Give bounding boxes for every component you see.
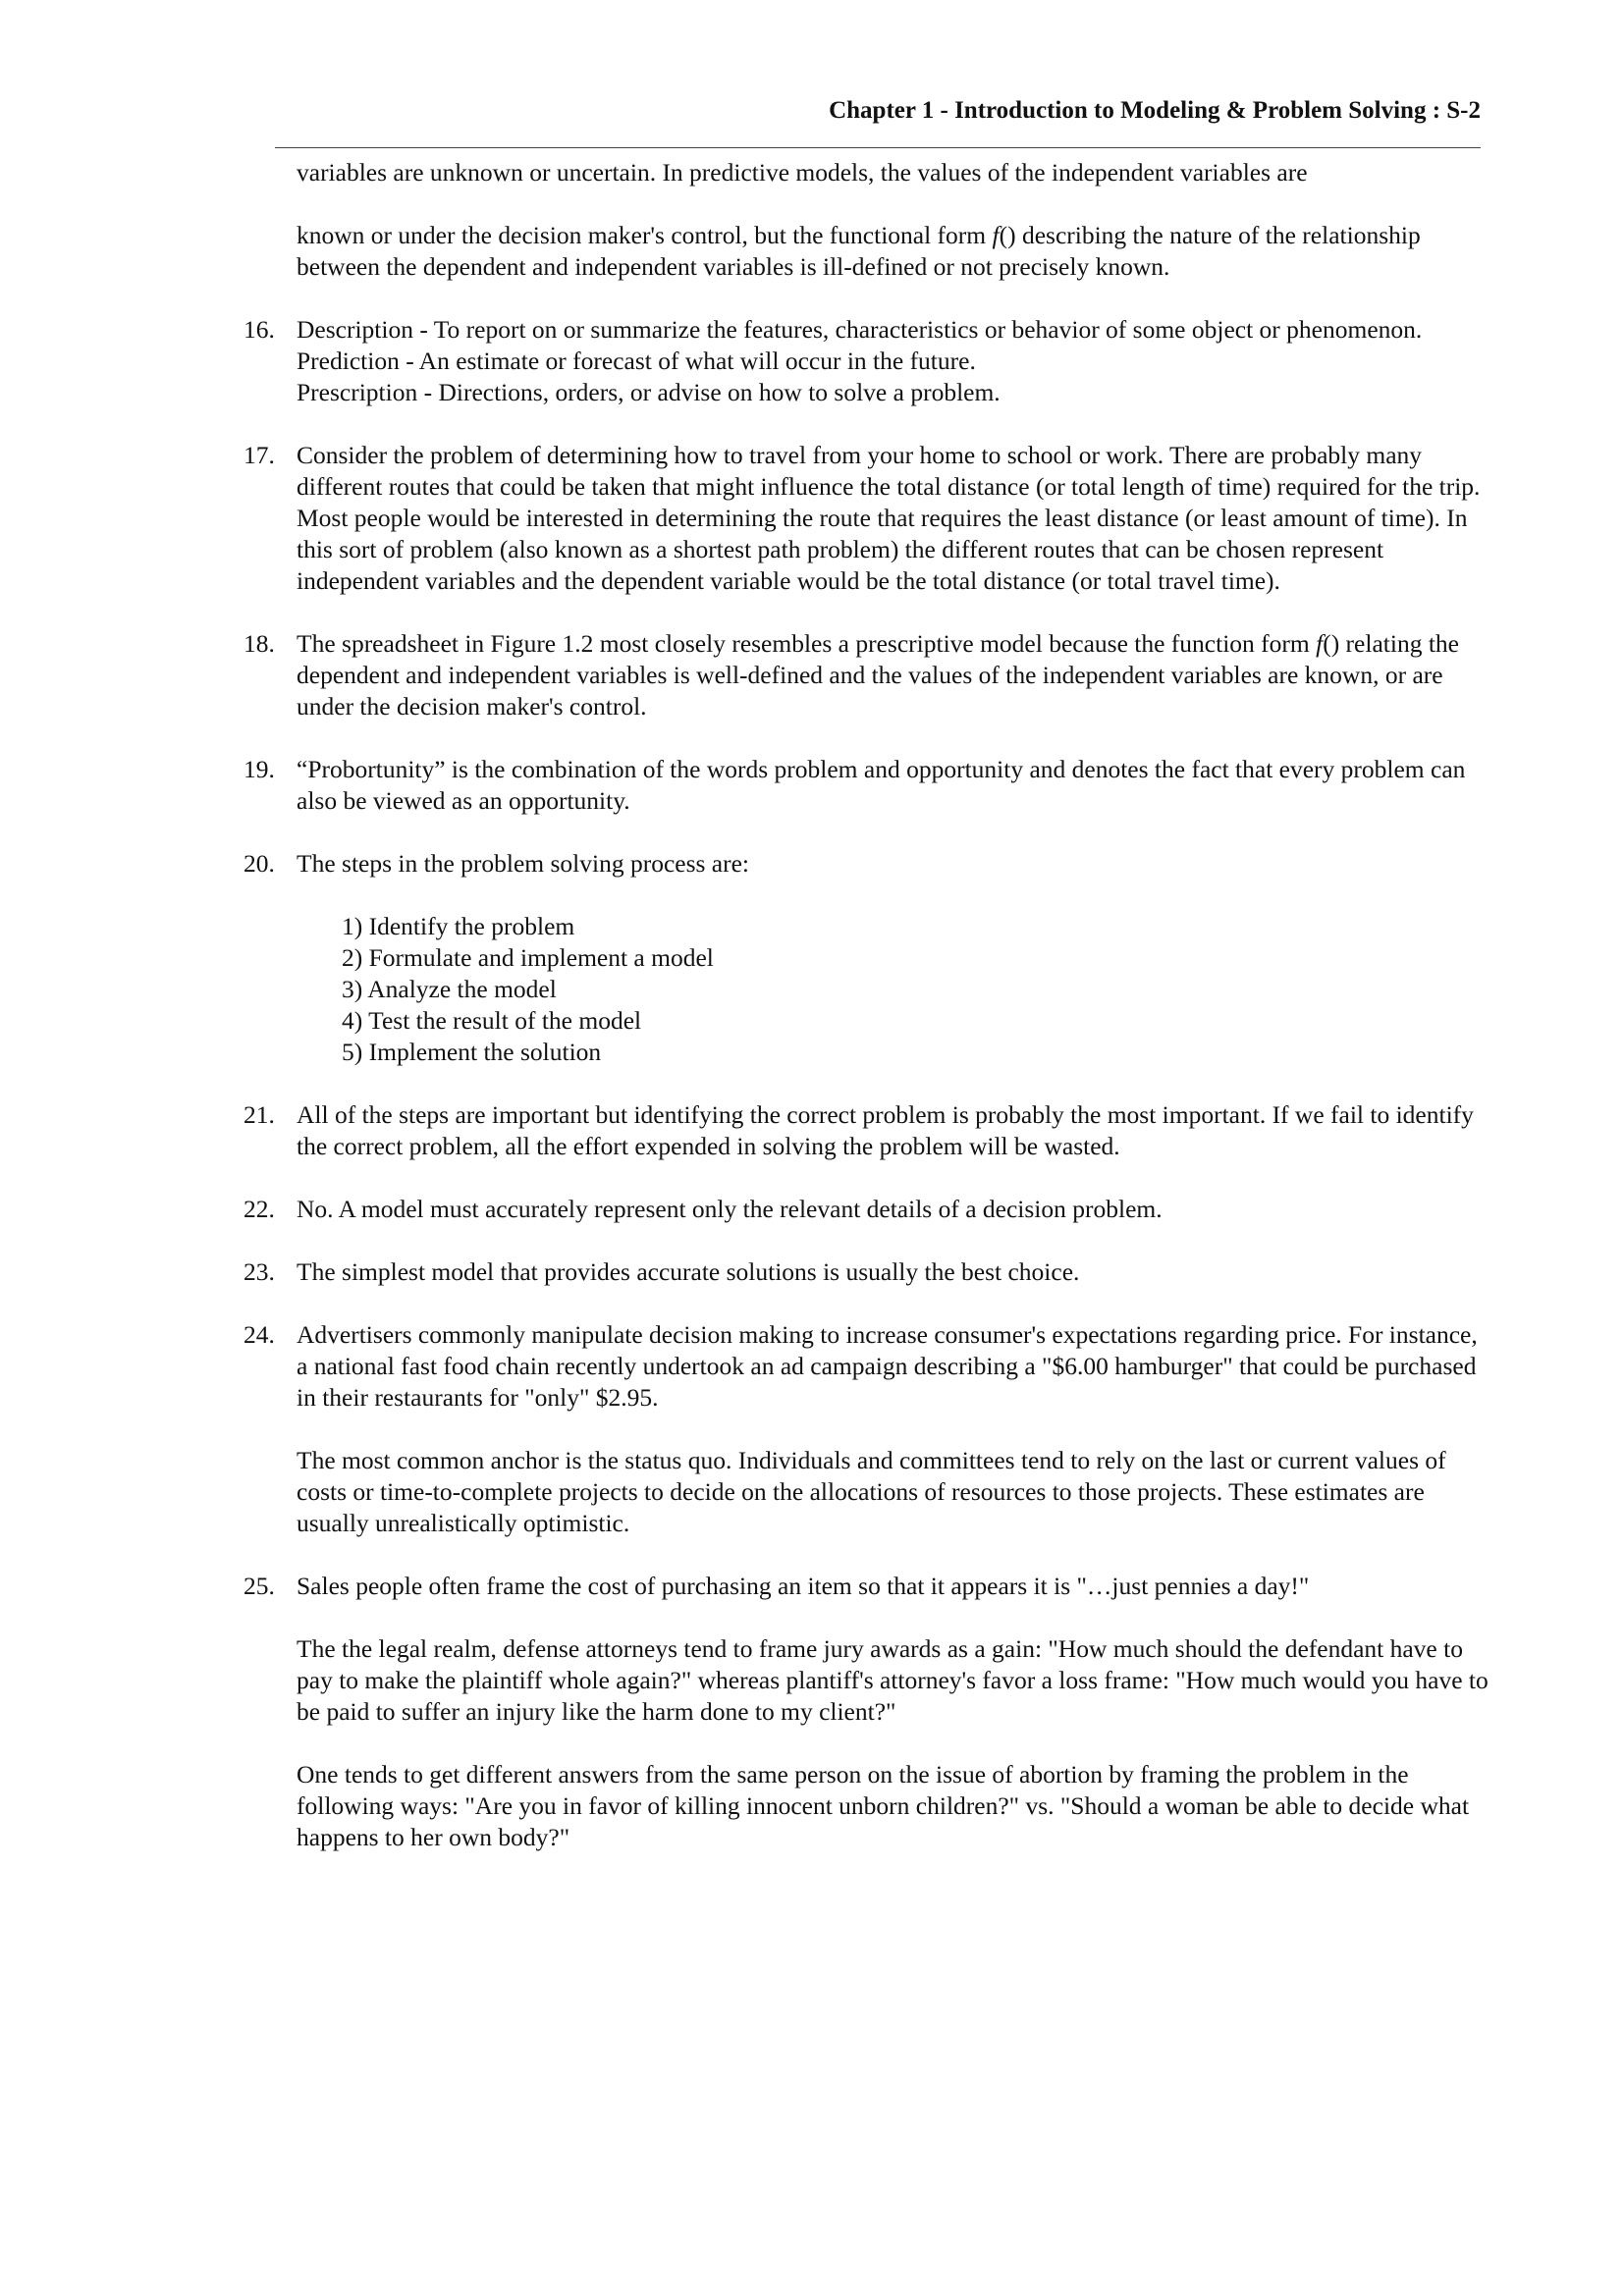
item-20-text: The steps in the problem solving process are: — [297, 849, 750, 878]
item-18-text: The spreadsheet in Figure 1.2 most closely resembles a prescriptive model because the function form f() relating the dependent and independent variables is well-defined and the values of the independent variables are known, or are under the decision maker's control. — [297, 629, 1459, 721]
item-number: 17. — [244, 441, 275, 469]
list-item-24 — [244, 1319, 1492, 1539]
step-item: 2) Formulate and implement a model — [342, 943, 714, 972]
step-item: 1) Identify the problem — [342, 912, 575, 940]
step-item: 3) Analyze the model — [342, 975, 557, 1003]
item-number: 25. — [244, 1572, 275, 1600]
item-16-description: Description - To report on or summarize the features, characteristics or behavior of some object or phenomenon. — [297, 315, 1423, 344]
header-rule — [275, 147, 1481, 148]
item-25-text: Sales people often frame the cost of purchasing an item so that it appears it is "…just pennies a day!" — [297, 1572, 1310, 1600]
item-22-text: No. A model must accurately represent only the relevant details of a decision problem. — [297, 1195, 1163, 1223]
steps-list — [342, 911, 1492, 1068]
step-item: 5) Implement the solution — [342, 1038, 602, 1066]
page-content — [244, 157, 1492, 1853]
step-item: 4) Test the result of the model — [342, 1006, 642, 1035]
item-16-prediction: Prediction - An estimate or forecast of what will occur in the future. — [297, 347, 976, 375]
item-number: 19. — [244, 755, 275, 783]
item-21-text: All of the steps are important but identifying the correct problem is probably the most important. If we fail to identify the correct problem, all the effort expended in solving the problem will be wasted. — [297, 1100, 1474, 1160]
item-23-text: The simplest model that provides accurate solutions is usually the best choice. — [297, 1257, 1080, 1286]
list-item-20 — [244, 848, 1492, 880]
item-25-paragraph-2: The the legal realm, defense attorneys tend to frame jury awards as a gain: "How much should the defendant have to pay to make the plaintiff whole again?" whereas plantiff's attorney's favor a loss frame: "How much would you have to be paid to suffer an injury like the harm done to my client?" — [297, 1634, 1489, 1726]
item-25-paragraph-3: One tends to get different answers from the same person on the issue of abortion by framing the problem in the following ways: "Are you in favor of killing innocent unborn children?" vs. "Should a woman be able to decide what happens to her own body?" — [297, 1760, 1470, 1851]
list-item-21 — [244, 1099, 1492, 1162]
list-item-25 — [244, 1571, 1492, 1853]
item-number: 24. — [244, 1320, 275, 1349]
list-item-18 — [244, 628, 1492, 722]
function-symbol: f — [992, 221, 1000, 249]
list-item-23 — [244, 1256, 1492, 1288]
item-16-prescription: Prescription - Directions, orders, or advise on how to solve a problem. — [297, 378, 1001, 406]
function-symbol: f — [1316, 629, 1324, 658]
item-number: 16. — [244, 315, 275, 344]
item-number: 22. — [244, 1195, 275, 1223]
item-24-paragraph-2: The most common anchor is the status quo. Individuals and committees tend to rely on the last or current values of costs or time-to-complete projects to decide on the allocations of resources to those projects. These estimates are usually unrealistically optimistic. — [297, 1446, 1446, 1537]
list-item-16 — [244, 314, 1492, 408]
item-number: 18. — [244, 629, 275, 658]
intro-paragraph: known or under the decision maker's control, but the functional form f() describing the nature of the relationship between the dependent and independent variables is ill-defined or not precisely known. — [297, 221, 1421, 281]
item-number: 21. — [244, 1100, 275, 1129]
item-number: 20. — [244, 849, 275, 878]
page-header: Chapter 1 - Introduction to Modeling & Problem Solving : S-2 — [829, 97, 1481, 124]
item-17-text: Consider the problem of determining how to travel from your home to school or work. There are probably many different routes that could be taken that might influence the total distance (or total length of time) required for the trip. Most people would be interested in determining the route that requires the least distance (or least amount of time). In this sort of problem (also known as a shortest path problem) the different routes that can be chosen represent independent variables and the dependent variable would be the total distance (or total travel time). — [297, 441, 1481, 595]
intro-line: variables are unknown or uncertain. In predictive models, the values of the independent variables are — [297, 158, 1308, 187]
list-item-19 — [244, 754, 1492, 817]
item-19-text: “Probortunity” is the combination of the words problem and opportunity and denotes the fact that every problem can also be viewed as an opportunity. — [297, 755, 1466, 815]
item-number: 23. — [244, 1257, 275, 1286]
item-24-text: Advertisers commonly manipulate decision making to increase consumer's expectations regarding price. For instance, a national fast food chain recently undertook an ad campaign describing a "$6.00 hamburger" that could be purchased in their restaurants for "only" $2.95. — [297, 1320, 1478, 1412]
list-item-22 — [244, 1194, 1492, 1225]
list-item-17 — [244, 440, 1492, 597]
